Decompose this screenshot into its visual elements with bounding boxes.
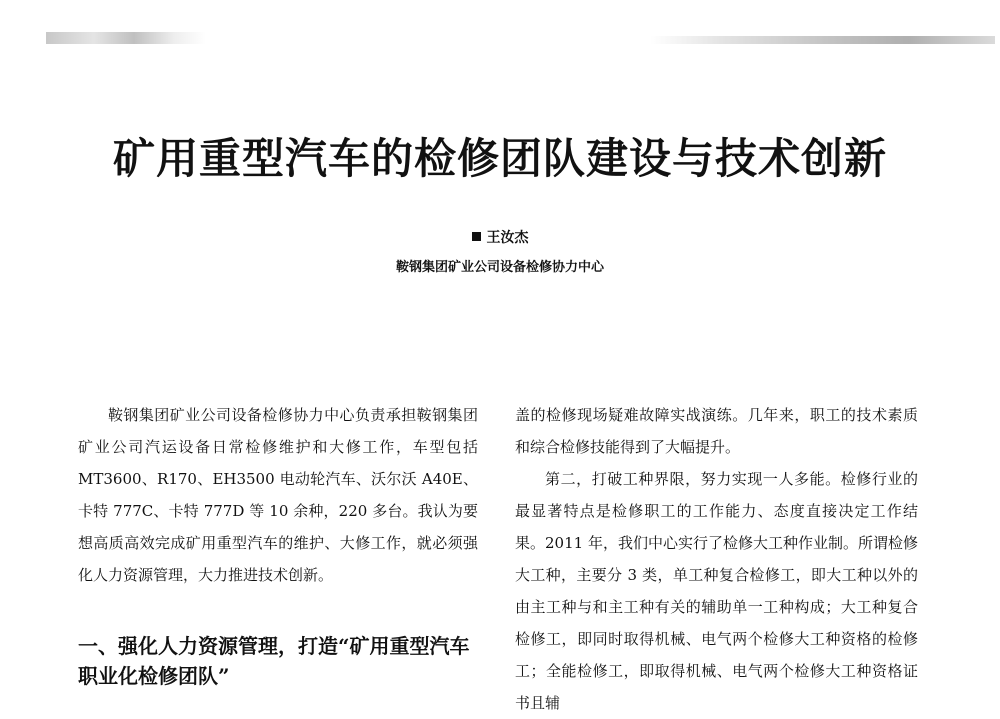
- right-column: [515, 399, 918, 719]
- intro-paragraph: 鞍钢集团矿业公司设备检修协力中心负责承担鞍钢集团矿业公司汽运设备日常检修维护和大修工作，车型包括 MT3600、R170、EH3500 电动轮汽车、沃尔沃 A40E、卡特 777C、卡特 777D 等 10 余种，220 多台。我认为要想高质高效完成矿用重型汽车的维护、大修工作，就必须强化人力资源管理，大力推进技术创新。: [78, 406, 478, 584]
- square-bullet-icon: [472, 232, 481, 241]
- header-running-text-right: [650, 36, 995, 44]
- left-column: [78, 399, 478, 591]
- author-name: 王汝杰: [486, 230, 529, 246]
- continued-paragraph: 盖的检修现场疑难故障实战演练。几年来，职工的技术素质和综合检修技能得到了大幅提升。: [515, 406, 918, 456]
- second-point-paragraph: 第二，打破工种界限，努力实现一人多能。检修行业的最显著特点是检修职工的工作能力、态度直接决定工作结果。2011 年，我们中心实行了检修大工种作业制。所谓检修大工种，主要分 3 类，单工种复合检修工，即大工种以外的由主工种与和主工种有关的辅助单一工种构成；大工种复合检修工，即同时取得机械、电气两个检修大工种资格的检修工；全能检修工，即取得机械、电气两个检修大工种资格证书且辅: [515, 470, 918, 712]
- author-line: [0, 227, 1000, 247]
- section-heading: 一、强化人力资源管理，打造“矿用重型汽车职业化检修团队”: [78, 634, 470, 688]
- author-affiliation: 鞍钢集团矿业公司设备检修协力中心: [395, 260, 604, 275]
- paper-title: 矿用重型汽车的检修团队建设与技术创新: [112, 134, 887, 183]
- header-running-text-left: [46, 32, 206, 44]
